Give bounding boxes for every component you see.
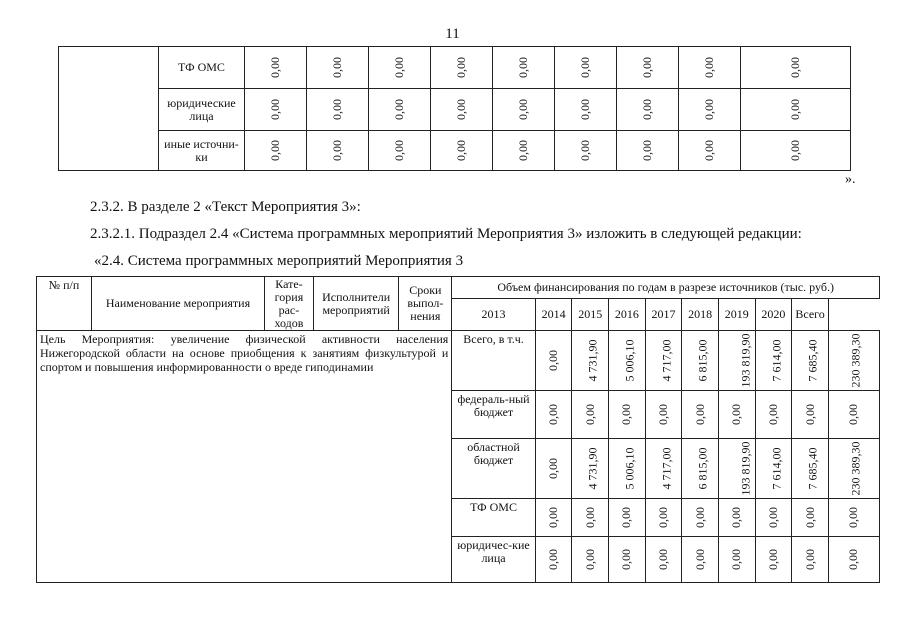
value-cell	[245, 89, 307, 131]
value-text: 4 731,90	[585, 447, 600, 490]
value-text: 0,00	[392, 140, 406, 161]
value-cell	[645, 331, 682, 391]
value-text: 0,00	[802, 404, 817, 425]
value-text: 0,00	[765, 507, 780, 528]
value-text: 0,00	[582, 549, 597, 570]
value-text: 7 685,40	[805, 339, 820, 382]
value-text: 0,00	[546, 458, 561, 479]
funding-row	[37, 331, 880, 391]
value-text: 0,00	[619, 507, 634, 528]
value-text: 0,00	[729, 404, 744, 425]
value-text: 0,00	[268, 140, 282, 161]
value-text: 5 006,10	[622, 339, 637, 382]
value-text: 0,00	[619, 549, 634, 570]
value-cell	[755, 331, 792, 391]
header-year: 2019	[718, 299, 755, 331]
value-cell	[617, 131, 679, 171]
header-year: 2013	[452, 299, 535, 331]
value-cell	[609, 391, 646, 439]
value-text: 0,00	[454, 57, 468, 78]
value-cell	[307, 131, 369, 171]
header-year: Всего	[792, 299, 829, 331]
header-year: 2017	[645, 299, 682, 331]
header-year: 2018	[682, 299, 719, 331]
value-cell	[718, 439, 755, 499]
value-cell	[741, 89, 851, 131]
value-cell	[682, 499, 719, 537]
closing-quote: ».	[845, 172, 856, 187]
header-year: 2020	[755, 299, 792, 331]
value-text: 0,00	[656, 404, 670, 425]
value-cell	[431, 131, 493, 171]
value-cell	[555, 89, 617, 131]
value-cell	[431, 89, 493, 131]
value-cell	[431, 47, 493, 89]
value-cell	[682, 391, 719, 439]
value-cell	[535, 499, 572, 537]
value-text: 0,00	[546, 404, 561, 425]
value-cell	[369, 89, 431, 131]
value-text: 230 389,30	[848, 333, 863, 388]
value-cell	[555, 131, 617, 171]
value-cell	[535, 331, 572, 391]
value-cell	[572, 537, 609, 583]
value-cell	[755, 499, 792, 537]
value-cell	[828, 537, 879, 583]
value-cell	[535, 537, 572, 583]
header-number: № п/п	[37, 277, 92, 331]
value-cell	[572, 499, 609, 537]
value-text: 0,00	[729, 507, 744, 528]
value-cell	[679, 47, 741, 89]
value-text: 0,00	[692, 507, 707, 528]
value-text: 0,00	[802, 507, 817, 528]
value-text: 0,00	[582, 404, 597, 425]
value-cell	[741, 131, 851, 171]
value-text: 0,00	[454, 99, 468, 120]
header-financing: Объем финансирования по годам в разрезе источников (тыс. руб.)	[452, 277, 880, 299]
header-year: 2015	[572, 299, 609, 331]
value-cell	[645, 537, 682, 583]
value-cell	[828, 499, 879, 537]
value-cell	[369, 47, 431, 89]
value-cell	[555, 47, 617, 89]
value-text: 0,00	[516, 99, 530, 120]
value-text: 0,00	[268, 57, 282, 78]
value-text: 0,00	[692, 404, 707, 425]
value-text: 0,00	[546, 350, 561, 371]
value-cell	[792, 439, 829, 499]
value-text: 0,00	[268, 99, 282, 120]
source-label: Всего, в т.ч.	[452, 331, 535, 391]
value-cell	[307, 89, 369, 131]
source-label: ТФ ОМС	[159, 47, 245, 89]
value-cell	[535, 391, 572, 439]
value-text: 0,00	[392, 57, 406, 78]
value-cell	[307, 47, 369, 89]
value-text: 0,00	[578, 140, 592, 161]
value-text: 0,00	[582, 507, 597, 528]
value-cell	[682, 439, 719, 499]
value-cell	[609, 439, 646, 499]
page-number: 11	[445, 26, 460, 42]
value-text: 7 614,00	[769, 447, 784, 490]
value-text: 0,00	[702, 99, 716, 120]
value-text: 0,00	[765, 404, 780, 425]
value-text: 0,00	[516, 140, 530, 161]
value-cell	[682, 537, 719, 583]
measure-goal: Цель Мероприятия: увеличение физической активности населения Нижегородской области на основе приобщения к занятиям физкультурой и спортом и повышения информированности о вреде гиподинамии	[37, 331, 452, 583]
header-terms: Сроки выпол-нения	[399, 277, 452, 331]
value-text: 0,00	[392, 99, 406, 120]
value-text: 0,00	[656, 549, 670, 570]
value-cell	[645, 391, 682, 439]
value-text: 0,00	[640, 140, 654, 161]
value-text: 0,00	[330, 140, 344, 161]
value-text: 0,00	[578, 99, 592, 120]
value-cell	[493, 47, 555, 89]
top-table-blank-cell	[59, 47, 159, 171]
section-heading-2-4: «2.4. Система программных мероприятий Мероприятия 3	[94, 253, 464, 269]
value-cell	[792, 391, 829, 439]
value-text: 0,00	[619, 404, 634, 425]
value-text: 0,00	[546, 507, 561, 528]
value-cell	[679, 131, 741, 171]
value-text: 0,00	[692, 549, 707, 570]
value-text: 4 731,90	[585, 339, 600, 382]
value-text: 0,00	[578, 57, 592, 78]
value-cell	[718, 391, 755, 439]
value-cell	[645, 499, 682, 537]
value-cell	[572, 391, 609, 439]
source-label: юридичес-кие лица	[452, 537, 535, 583]
top-table-row	[59, 47, 851, 89]
value-text: 0,00	[656, 507, 670, 528]
value-text: 193 819,90	[738, 333, 753, 388]
value-cell	[493, 131, 555, 171]
value-text: 0,00	[702, 140, 716, 161]
value-text: 0,00	[702, 57, 716, 78]
value-text: 0,00	[788, 99, 802, 120]
value-text: 4 717,00	[659, 339, 674, 382]
value-cell	[609, 331, 646, 391]
value-cell	[617, 47, 679, 89]
value-text: 0,00	[330, 57, 344, 78]
value-cell	[617, 89, 679, 131]
value-text: 0,00	[640, 99, 654, 120]
value-text: 0,00	[516, 57, 530, 78]
value-cell	[828, 391, 879, 439]
value-text: 5 006,10	[622, 447, 637, 490]
value-cell	[572, 331, 609, 391]
top-table-row	[59, 89, 851, 131]
value-cell	[718, 331, 755, 391]
top-funding-table	[58, 46, 851, 171]
value-text: 0,00	[788, 140, 802, 161]
value-cell	[755, 439, 792, 499]
source-label: юридические лица	[159, 89, 245, 131]
value-text: 0,00	[802, 549, 817, 570]
value-text: 0,00	[846, 507, 861, 528]
value-text: 4 717,00	[659, 447, 674, 490]
value-text: 193 819,90	[738, 441, 753, 496]
source-label: областной бюджет	[452, 439, 535, 499]
header-executors: Исполнители мероприятий	[313, 277, 399, 331]
value-cell	[718, 499, 755, 537]
value-cell	[792, 537, 829, 583]
program-measures-table	[36, 276, 880, 583]
header-year: 2016	[609, 299, 646, 331]
source-label: ТФ ОМС	[452, 499, 535, 537]
value-text: 7 685,40	[805, 447, 820, 490]
source-label: иные источни-ки	[159, 131, 245, 171]
header-measure-name: Наименование мероприятия	[91, 277, 264, 331]
value-cell	[493, 89, 555, 131]
value-cell	[369, 131, 431, 171]
value-cell	[718, 537, 755, 583]
value-cell	[755, 537, 792, 583]
header-year: 2014	[535, 299, 572, 331]
value-text: 0,00	[788, 57, 802, 78]
value-text: 0,00	[454, 140, 468, 161]
value-cell	[741, 47, 851, 89]
value-cell	[609, 499, 646, 537]
value-text: 0,00	[330, 99, 344, 120]
value-cell	[755, 391, 792, 439]
value-cell	[245, 47, 307, 89]
top-table-row	[59, 131, 851, 171]
value-cell	[679, 89, 741, 131]
value-cell	[682, 331, 719, 391]
value-cell	[245, 131, 307, 171]
value-text: 0,00	[729, 549, 744, 570]
value-cell	[645, 439, 682, 499]
value-text: 6 815,00	[695, 447, 710, 490]
paragraph-2-3-2-1: 2.3.2.1. Подраздел 2.4 «Система программных мероприятий Мероприятия 3» изложить в следующей редакции:	[90, 226, 802, 242]
value-cell	[609, 537, 646, 583]
value-text: 230 389,30	[848, 441, 863, 496]
value-text: 7 614,00	[769, 339, 784, 382]
value-text: 6 815,00	[695, 339, 710, 382]
value-text: 0,00	[846, 549, 861, 570]
source-label: федераль-ный бюджет	[452, 391, 535, 439]
value-cell	[792, 499, 829, 537]
value-cell	[792, 331, 829, 391]
header-category: Кате-гория рас-ходов	[265, 277, 314, 331]
value-text: 0,00	[846, 404, 861, 425]
value-cell	[572, 439, 609, 499]
value-cell	[828, 331, 879, 391]
value-text: 0,00	[640, 57, 654, 78]
value-text: 0,00	[765, 549, 780, 570]
paragraph-2-3-2: 2.3.2. В разделе 2 «Текст Мероприятия 3»:	[90, 199, 361, 215]
value-cell	[828, 439, 879, 499]
value-cell	[535, 439, 572, 499]
value-text: 0,00	[546, 549, 561, 570]
